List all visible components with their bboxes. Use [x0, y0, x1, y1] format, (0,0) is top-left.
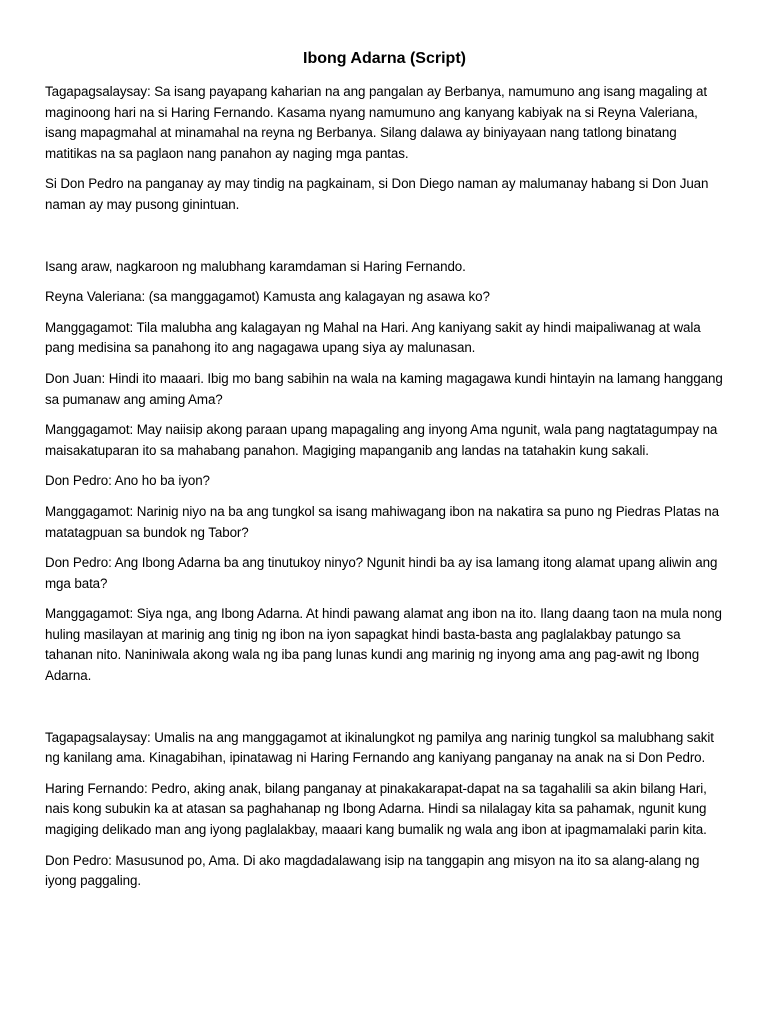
- paragraph-manggagamot-1: Manggagamot: Tila malubha ang kalagayan ng Mahal na Hari. Ang kaniyang sakit ay hindi maipaliwanag at wala pang medisina sa panahong ito ang nagagawa upang siya ay malunasan.: [45, 319, 701, 356]
- paragraph-manggagamot-3: Manggagamot: Narinig niyo na ba ang tungkol sa isang mahiwagang ibon na nakatira sa puno ng Piedras Platas na matatagpuan sa bundok ng Tabor?: [45, 503, 719, 540]
- paragraph-manggagamot-4: Manggagamot: Siya nga, ang Ibong Adarna. At hindi pawang alamat ang ibon na ito. Ilang daang taon na mula nong huling masilayan at marinig ang tinig ng ibon na iyon sapagkat hindi basta-basta ang paglalakbay patungo sa tahanan nito. Naniniwala akong wala ng iba pang lunas kundi ang marinig ng inyong ama ang pag-awit ng Ibong Adarna.: [45, 606, 722, 684]
- paragraph-don-pedro-1: Don Pedro: Ano ho ba iyon?: [45, 473, 210, 489]
- paragraph-princes: Si Don Pedro na panganay ay may tindig na pagkainam, si Don Diego naman ay malumanay habang si Don Juan naman ay may pusong ginintuan.: [45, 176, 709, 212]
- paragraph-don-pedro-2: Don Pedro: Ang Ibong Adarna ba ang tinutukoy ninyo? Ngunit hindi ba ay isa lamang itong alamat upang aliwin ang mga bata?: [45, 555, 718, 591]
- paragraph-don-pedro-3: Don Pedro: Masusunod po, Ama. Di ako magdadalawang isip na tanggapin ang misyon na ito sa alang-alang ng iyong paggaling.: [45, 852, 700, 889]
- paragraph-reyna-valeriana: Reyna Valeriana: (sa manggagamot) Kamusta ang kalagayan ng asawa ko?: [45, 289, 490, 305]
- paragraph-narration-intro: Tagapagsalaysay: Sa isang payapang kaharian na ang pangalan ay Berbanya, namumuno ang isang magaling at maginoong hari na si Haring Fernando. Kasama nyang namumuno ang kanyang kabiyak na si Reyna Valeriana, isang mapagmahal at minamahal na reyna ng Berbanya. Silang dalawa ay biniyayaan nang tatlong binatang matitikas na sa paglaon nang panahon ay naging mga pantas.: [45, 84, 707, 161]
- paragraph-haring-fernando: Haring Fernando: Pedro, aking anak, bilang panganay at pinakakarapat-dapat na sa tagahalili sa akin bilang Hari, nais kong subukin ka at atasan sa paghahanap ng Ibong Adarna. Hindi sa nilalagay kita sa pahamak, ngunit kung magiging delikado man ang iyong paglalakbay, maaari kang bumalik ng wala ang ibon at ipagmamalaki parin kita.: [45, 780, 707, 838]
- paragraph-narration-2: Tagapagsalaysay: Umalis na ang manggagamot at ikinalungkot ng pamilya ang narinig tungkol sa malubhang sakit ng kanilang ama. Kinagabihan, ipinatawag ni Haring Fernando ang kaniyang panganay na anak na si Don Pedro.: [45, 729, 714, 766]
- paragraph-manggagamot-2: Manggagamot: May naiisip akong paraan upang mapagaling ang inyong Ama ngunit, wala pang nagtatagumpay na maisakatuparan ito sa mahabang panahon. Magiging mapanganib ang landas na tatahakin kung sakali.: [45, 422, 718, 458]
- paragraph-illness: Isang araw, nagkaroon ng malubhang karamdaman si Haring Fernando.: [45, 258, 466, 274]
- section-gap: [45, 697, 724, 728]
- page-title: Ibong Adarna (Script): [303, 50, 466, 67]
- section-gap: [45, 226, 724, 257]
- paragraph-don-juan: Don Juan: Hindi ito maaari. Ibig mo bang sabihin na wala na kaming magagawa kundi hintayin na lamang hanggang sa pumanaw ang aming Ama?: [45, 370, 723, 407]
